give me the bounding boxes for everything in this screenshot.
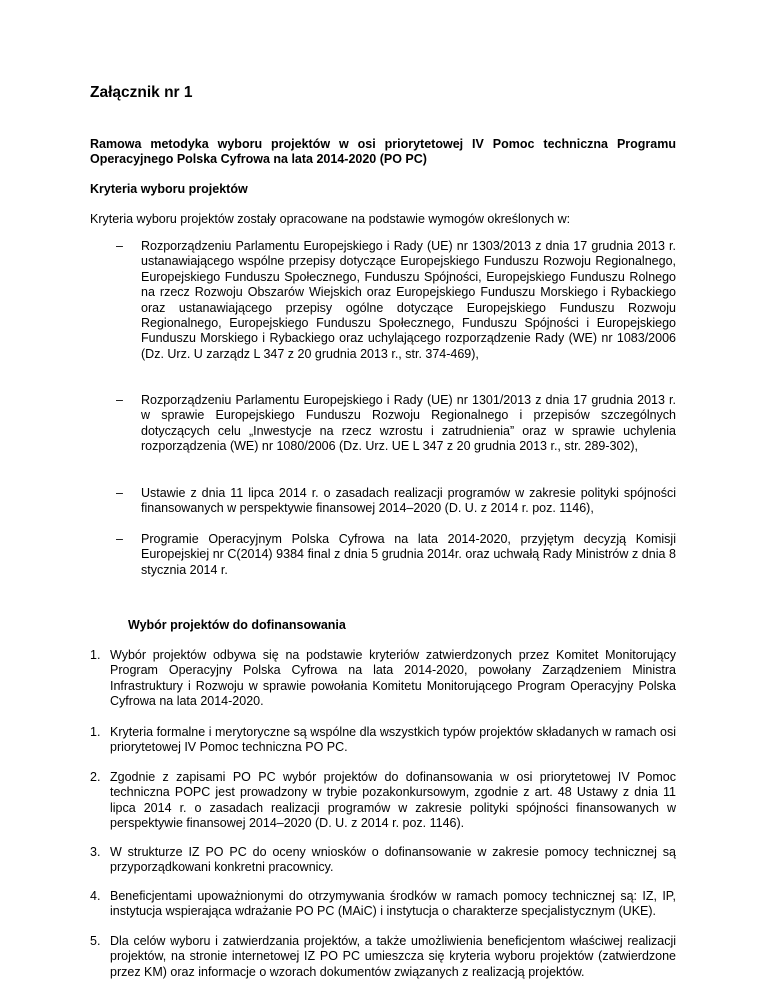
dash-marker: –: [116, 532, 123, 546]
criteria-intro: Kryteria wyboru projektów zostały opracowane na podstawie wymogów określonych w:: [90, 212, 571, 226]
dash-marker: –: [116, 393, 123, 407]
list-item: [90, 889, 676, 920]
document-heading: Ramowa metodyka wyboru projektów w osi priorytetowej IV Pomoc techniczna Programu Operacyjnego Polska Cyfrowa na lata 2014-2020 (PO PC): [90, 137, 676, 167]
list-item: [90, 648, 676, 710]
list-item-text: Beneficjentami upoważnionymi do otrzymywania środków w ramach pomocy technicznej są: IZ, IP, instytucja wspierająca wdrażanie PO PC (MAiC) i instytucja o charakterze specjalistycznym (UKE).: [110, 889, 676, 919]
list-number: 4.: [90, 889, 101, 903]
list-item: [116, 486, 676, 517]
list-item-text: Rozporządzeniu Parlamentu Europejskiego i Rady (UE) nr 1301/2013 z dnia 17 grudnia 2013 r. w sprawie Europejskiego Funduszu Rozwoju Regionalnego i przepisów szczególnych dotyczących celu „Inwestycje na rzecz wzrostu i zatrudnienia” oraz w sprawie uchylenia rozporządzenia (WE) nr 1080/2006 (Dz. Urz. UE L 347 z 20 grudnia 2013 r., str. 289-302),: [141, 393, 676, 454]
list-item: [116, 532, 676, 578]
list-item-text: Programie Operacyjnym Polska Cyfrowa na lata 2014-2020, przyjętym decyzją Komisji Europejskiej nr C(2014) 9384 final z dnia 5 grudnia 2014r. oraz uchwałą Rady Ministrów z dnia 8 stycznia 2014 r.: [141, 532, 676, 577]
dash-marker: –: [116, 486, 123, 500]
list-item-text: Kryteria formalne i merytoryczne są wspólne dla wszystkich typów projektów składanych w ramach osi priorytetowej IV Pomoc techniczna PO PC.: [110, 725, 676, 755]
criteria-heading: Kryteria wyboru projektów: [90, 182, 248, 196]
list-item: [90, 770, 676, 832]
list-item: [116, 393, 676, 455]
list-item: [90, 845, 676, 876]
list-number: 5.: [90, 934, 101, 948]
list-item-text: Ustawie z dnia 11 lipca 2014 r. o zasadach realizacji programów w zakresie polityki spójności finansowanych w perspektywie finansowej 2014–2020 (D. U. z 2014 r. poz. 1146),: [141, 486, 676, 516]
list-item-text: W strukturze IZ PO PC do oceny wniosków o dofinansowanie w zakresie pomocy technicznej są przyporządkowani konkretni pracownicy.: [110, 845, 676, 875]
list-item-text: Rozporządzeniu Parlamentu Europejskiego i Rady (UE) nr 1303/2013 z dnia 17 grudnia 2013 r. ustanawiającego wspólne przepisy dotyczące Europejskiego Funduszu Rozwoju Regionalnego, Europejskiego Funduszu Społecznego, Funduszu Spójności, Europejskiego Funduszu Rolnego na rzecz Rozwoju Obszarów Wiejskich oraz Europejskiego Funduszu Morskiego i Rybackiego oraz ustanawiającego przepisy ogólne dotyczące Europejskiego Funduszu Rozwoju Regionalnego, Europejskiego Funduszu Społecznego, Funduszu Spójności i Europejskiego Funduszu Morskiego i Rybackiego oraz uchylającego rozporządzenie Rady (WE) nr 1083/2006 (Dz. Urz. U zarządz L 347 z 20 grudnia 2013 r., str. 374-469),: [141, 239, 676, 361]
list-item: [90, 934, 676, 980]
document-title: Załącznik nr 1: [90, 84, 193, 101]
list-item: [116, 239, 676, 362]
list-item-text: Dla celów wyboru i zatwierdzania projektów, a także umożliwienia beneficjentom właściwej realizacji projektów, na stronie internetowej IZ PO PC umieszcza się kryteria wyboru projektów (zatwierdzone przez KM) oraz informacje o wzorach dokumentów związanych z realizacją projektów.: [110, 934, 676, 979]
list-number: 1.: [90, 648, 101, 662]
selection-heading: Wybór projektów do dofinansowania: [128, 618, 346, 632]
list-number: 2.: [90, 770, 101, 784]
list-number: 3.: [90, 845, 101, 859]
list-item-text: Wybór projektów odbywa się na podstawie kryteriów zatwierdzonych przez Komitet Monitorujący Program Operacyjny Polska Cyfrowa na lata 2014-2020, powołany Zarządzeniem Ministra Infrastruktury i Rozwoju w sprawie powołania Komitetu Monitorującego Program Operacyjny Polska Cyfrowa na lata 2014-2020.: [110, 648, 676, 709]
dash-marker: –: [116, 239, 123, 253]
list-item-text: Zgodnie z zapisami PO PC wybór projektów do dofinansowania w osi priorytetowej IV Pomoc techniczna POPC jest prowadzony w trybie pozakonkursowym, zgodnie z art. 48 Ustawy z dnia 11 lipca 2014 r. o zasadach realizacji programów w zakresie polityki spójności finansowanych w perspektywie finansowej 2014–2020 (D. U. z 2014 r. poz. 1146).: [110, 770, 676, 831]
list-item: [90, 725, 676, 756]
list-number: 1.: [90, 725, 101, 739]
